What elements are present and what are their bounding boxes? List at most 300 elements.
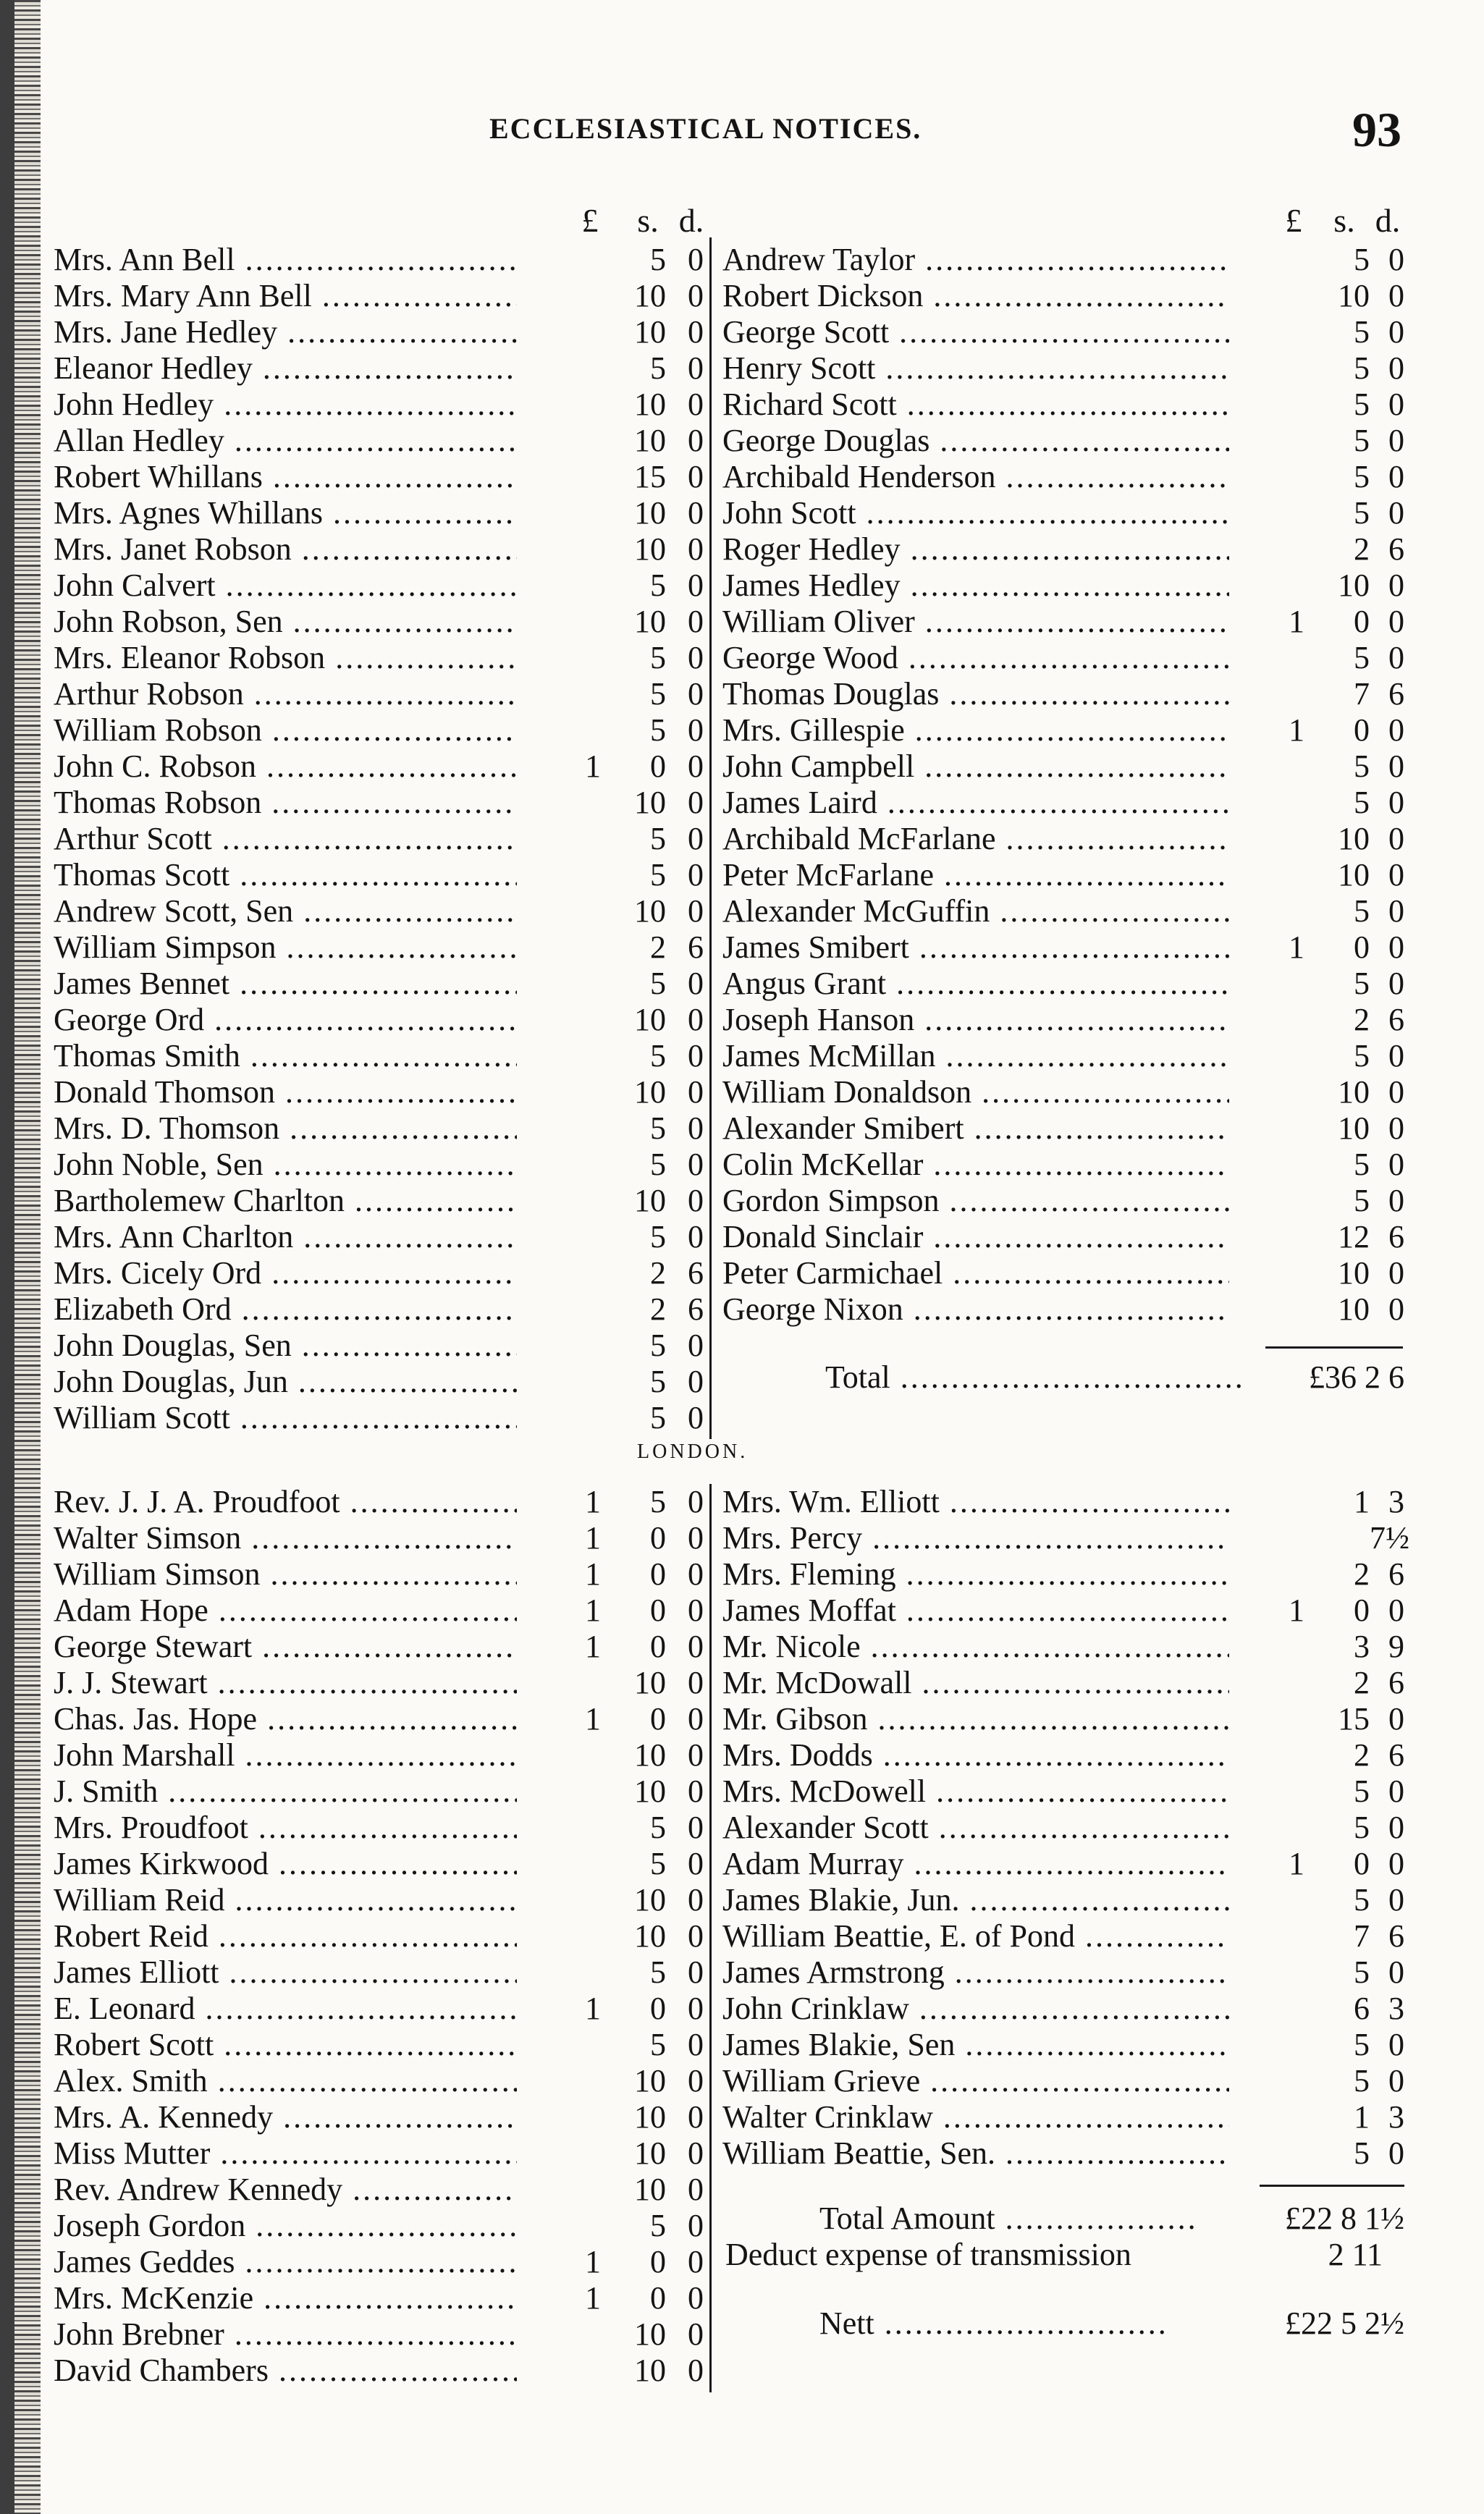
amount-shillings: 0 xyxy=(650,2244,666,2279)
subscriber-name: William Beattie, Sen. ..... xyxy=(722,2135,1229,2172)
amount-shillings: 10 xyxy=(1338,1110,1370,1146)
subscriber-row xyxy=(718,748,1404,785)
subscriber-row xyxy=(718,568,1404,604)
subscriber-row xyxy=(43,1074,704,1110)
subscriber-name: James Laird ..... xyxy=(722,785,1229,821)
amount-shillings: 15 xyxy=(1338,1701,1370,1737)
subscriber-row xyxy=(43,1846,704,1882)
amount-shillings: 5 xyxy=(650,1846,666,1881)
amount-pence: 0 xyxy=(688,1954,704,1990)
amount-pence: 0 xyxy=(688,1364,704,1399)
subscriber-row xyxy=(43,1002,704,1038)
total-amount-label: Total Amount ..... xyxy=(819,2201,1196,2237)
subscriber-name: Mrs. Ann Bell ..... xyxy=(54,242,517,278)
amount-pence: 0 xyxy=(688,2135,704,2171)
subscriber-row xyxy=(43,1556,704,1593)
subscriber-name: Mrs. McDowell ..... xyxy=(722,1773,1229,1810)
amount-pounds: 1 xyxy=(1289,929,1304,965)
amount-pence: 0 xyxy=(1388,1074,1404,1110)
subscriber-name: Donald Sinclair ..... xyxy=(722,1219,1229,1255)
subscriber-name: Chas. Jas. Hope ..... xyxy=(54,1701,517,1737)
subscriber-row xyxy=(718,2027,1404,2063)
amount-shillings: 5 xyxy=(1354,640,1370,675)
subscriber-name: William Robson ..... xyxy=(54,712,517,748)
subscriber-row xyxy=(718,1255,1404,1291)
amount-pence: 0 xyxy=(688,1147,704,1182)
amount-pence: 0 xyxy=(1388,1773,1404,1809)
subscriber-name: George Nixon ..... xyxy=(722,1291,1229,1328)
subscriber-name: George Stewart ..... xyxy=(54,1629,517,1665)
subscriber-row xyxy=(718,1701,1404,1737)
amount-shillings: 10 xyxy=(634,1773,666,1809)
subscriber-row xyxy=(43,1954,704,1991)
subscriber-row xyxy=(718,929,1404,966)
subscriber-name: George Douglas ..... xyxy=(722,423,1229,459)
amount-pence: 0 xyxy=(688,966,704,1001)
subscriber-name: Rev. Andrew Kennedy ..... xyxy=(54,2172,517,2208)
amount-pence: 0 xyxy=(688,1002,704,1037)
subscriber-name: Robert Dickson ..... xyxy=(722,278,1229,314)
amount-shillings: 5 xyxy=(1354,350,1370,386)
amount-pence: 0 xyxy=(688,712,704,748)
subscriber-name: Archibald McFarlane ..... xyxy=(722,821,1229,857)
subscriber-name: Mrs. Gillespie ..... xyxy=(722,712,1229,748)
amount-shillings: 5 xyxy=(1354,387,1370,422)
subscriber-name: James Blakie, Jun. ..... xyxy=(722,1882,1229,1918)
amount-pence: 0 xyxy=(688,1074,704,1110)
amount-shillings: 5 xyxy=(650,2208,666,2243)
amount-shillings: 5 xyxy=(1354,2027,1370,2062)
amount-pounds: 1 xyxy=(585,1593,601,1628)
amount-shillings: 5 xyxy=(1354,1183,1370,1218)
subscriber-row xyxy=(43,966,704,1002)
amount-pence: 6 xyxy=(1388,676,1404,712)
pence-header: d. xyxy=(1375,202,1401,239)
amount-pence: 0 xyxy=(688,1701,704,1737)
subscriber-name: Roger Hedley ..... xyxy=(722,531,1229,568)
amount-pence: 0 xyxy=(688,1665,704,1700)
amount-pence: 3 xyxy=(1388,2099,1404,2135)
subscriber-name: Henry Scott ..... xyxy=(722,350,1229,387)
subscriber-name: Thomas Scott ..... xyxy=(54,857,517,893)
subscriber-row xyxy=(43,1701,704,1737)
subscriber-row xyxy=(43,1183,704,1219)
amount-pence: 0 xyxy=(688,1773,704,1809)
amount-pence: 0 xyxy=(688,1038,704,1073)
amount-pence: 3 xyxy=(1388,1991,1404,2026)
subscriber-name: Peter McFarlane ..... xyxy=(722,857,1229,893)
subscriber-row xyxy=(43,387,704,423)
subscriber-row xyxy=(43,785,704,821)
amount-shillings: 0 xyxy=(650,1701,666,1737)
subscriber-name: Arthur Scott ..... xyxy=(54,821,517,857)
subscriber-row xyxy=(718,1737,1404,1773)
amount-shillings: 10 xyxy=(634,495,666,531)
amount-pence: 6 xyxy=(688,1291,704,1327)
amount-pence: 6 xyxy=(1388,1002,1404,1037)
subscriber-name: Mr. McDowall ..... xyxy=(722,1665,1229,1701)
amount-shillings: 5 xyxy=(1354,495,1370,531)
subscriber-row xyxy=(718,966,1404,1002)
subscriber-name: Colin McKellar ..... xyxy=(722,1147,1229,1183)
amount-shillings: 10 xyxy=(1338,568,1370,603)
amount-pounds: 1 xyxy=(585,2280,601,2316)
amount-pence: 6 xyxy=(688,1255,704,1291)
amount-pence: 0 xyxy=(1388,604,1404,639)
subscriber-name: John Noble, Sen ..... xyxy=(54,1147,517,1183)
subscriber-row xyxy=(43,1291,704,1328)
amount-pence: 0 xyxy=(1388,857,1404,893)
subscriber-row xyxy=(718,1918,1404,1954)
subscriber-name: Joseph Gordon ..... xyxy=(54,2208,517,2244)
amount-pence: 0 xyxy=(688,1328,704,1363)
amount-shillings: 5 xyxy=(650,1328,666,1363)
subscriber-row xyxy=(718,1074,1404,1110)
subscriber-row xyxy=(43,2280,704,2316)
amount-pence: 0 xyxy=(1388,2063,1404,2098)
subscriber-name: James McMillan ..... xyxy=(722,1038,1229,1074)
amount-shillings: 10 xyxy=(634,785,666,820)
subscriber-row xyxy=(718,314,1404,350)
amount-pence: 0 xyxy=(1388,1110,1404,1146)
nett-label: Nett ..... xyxy=(819,2306,1167,2342)
subscriber-row xyxy=(718,1810,1404,1846)
amount-pence: 0 xyxy=(688,640,704,675)
subscriber-row xyxy=(43,2244,704,2280)
amount-pence: 0 xyxy=(1388,1810,1404,1845)
amount-shillings: 0 xyxy=(650,1991,666,2026)
amount-pence: 6 xyxy=(688,929,704,965)
amount-pence: 0 xyxy=(1388,785,1404,820)
subscriber-row xyxy=(43,2063,704,2099)
deduct-amount: 2 11 xyxy=(1328,2237,1383,2272)
subscriber-name: Thomas Smith ..... xyxy=(54,1038,517,1074)
subscriber-name: William Scott ..... xyxy=(54,1400,517,1436)
amount-pence: 0 xyxy=(688,459,704,494)
subscriber-row xyxy=(43,1882,704,1918)
subscriber-name: Mrs. A. Kennedy ..... xyxy=(54,2099,517,2135)
subscriber-row xyxy=(43,423,704,459)
subscriber-name: William Grieve ..... xyxy=(722,2063,1229,2099)
subscriber-row xyxy=(43,1520,704,1556)
subscriber-name: David Chambers ..... xyxy=(54,2353,517,2389)
subscriber-name: James Hedley ..... xyxy=(722,568,1229,604)
subscriber-name: Allan Hedley ..... xyxy=(54,423,517,459)
subscriber-name: John Campbell ..... xyxy=(722,748,1229,785)
pounds-header: £ xyxy=(1285,202,1302,239)
subscriber-row xyxy=(43,1219,704,1255)
amount-shillings: 0 xyxy=(650,2280,666,2316)
subscriber-row xyxy=(43,2316,704,2353)
amount-shillings: 7 xyxy=(1354,676,1370,712)
amount-pence: 0 xyxy=(688,2027,704,2062)
subscriber-name: James Armstrong ..... xyxy=(722,1954,1229,1991)
subscriber-name: William Simson ..... xyxy=(54,1556,517,1593)
amount-shillings: 10 xyxy=(1338,1074,1370,1110)
subscriber-row xyxy=(718,1954,1404,1991)
subscriber-row xyxy=(718,278,1404,314)
subscriber-row xyxy=(43,1364,704,1400)
subscriber-name: Mrs. Ann Charlton ..... xyxy=(54,1219,517,1255)
amount-shillings: 5 xyxy=(650,1219,666,1254)
amount-pence: 0 xyxy=(688,2208,704,2243)
subscriber-row xyxy=(718,1110,1404,1147)
amount-shillings: 0 xyxy=(1354,1593,1370,1628)
amount-shillings: 2 xyxy=(650,1255,666,1291)
subscriber-name: Rev. J. J. A. Proudfoot ..... xyxy=(54,1484,517,1520)
amount-shillings: 12 xyxy=(1338,1219,1370,1254)
subscriber-name: John Brebner ..... xyxy=(54,2316,517,2353)
amount-shillings: 5 xyxy=(1354,748,1370,784)
amount-pence: 0 xyxy=(1388,278,1404,313)
subscriber-name: Alex. Smith ..... xyxy=(54,2063,517,2099)
amount-pence: 0 xyxy=(688,1629,704,1664)
subscriber-row xyxy=(43,350,704,387)
subscriber-row xyxy=(718,1038,1404,1074)
amount-shillings: 5 xyxy=(1354,2063,1370,2098)
amount-shillings: 6 xyxy=(1354,1991,1370,2026)
subscriber-row xyxy=(43,1255,704,1291)
subscriber-row xyxy=(43,2172,704,2208)
amount-pence: 0 xyxy=(688,278,704,313)
amount-shillings: 5 xyxy=(650,1484,666,1519)
amount-pence: 9 xyxy=(1388,1629,1404,1664)
subscriber-name: William Beattie, E. of Pond ..... xyxy=(722,1918,1229,1954)
amount-pounds: 1 xyxy=(585,1520,601,1556)
amount-shillings: 5 xyxy=(1354,893,1370,929)
subscriber-row xyxy=(718,1520,1409,1556)
subscriber-name: Alexander Smibert ..... xyxy=(722,1110,1229,1147)
subscriber-row xyxy=(718,1002,1404,1038)
amount-shillings: 10 xyxy=(634,1002,666,1037)
amount-shillings: 5 xyxy=(1354,314,1370,350)
subscriber-name: George Scott ..... xyxy=(722,314,1229,350)
amount-shillings: 7 xyxy=(1354,1918,1370,1954)
amount-pence: 0 xyxy=(1388,1954,1404,1990)
subscriber-name: Mr. Gibson ..... xyxy=(722,1701,1229,1737)
amount-pence: 6 xyxy=(1388,1918,1404,1954)
subscriber-row xyxy=(718,242,1404,278)
subscriber-name: James Kirkwood ..... xyxy=(54,1846,517,1882)
amount-shillings: 10 xyxy=(634,604,666,639)
amount-shillings: 10 xyxy=(1338,821,1370,856)
amount-pence: 0 xyxy=(688,1810,704,1845)
amount-shillings: 10 xyxy=(634,2172,666,2207)
subscriber-name: John Calvert ..... xyxy=(54,568,517,604)
subscriber-row xyxy=(43,2099,704,2135)
pence-header: d. xyxy=(678,202,704,239)
subscriber-name: Robert Whillans ..... xyxy=(54,459,517,495)
amount-shillings: 10 xyxy=(634,893,666,929)
amount-pence: 0 xyxy=(1388,1038,1404,1073)
subscriber-name: William Reid ..... xyxy=(54,1882,517,1918)
subscriber-row xyxy=(718,893,1404,929)
amount-pence: 0 xyxy=(1388,1593,1404,1628)
amount-shillings: 3 xyxy=(1354,1629,1370,1664)
amount-shillings: 0 xyxy=(1354,712,1370,748)
amount-pence: 0 xyxy=(688,1593,704,1628)
left-rows xyxy=(43,1484,704,2389)
subscriber-row xyxy=(43,495,704,531)
subscriber-row xyxy=(718,2063,1404,2099)
amount-pence: 0 xyxy=(688,387,704,422)
subscriber-name: William Donaldson ..... xyxy=(722,1074,1229,1110)
subscriber-row xyxy=(43,1991,704,2027)
amount-shillings: 5 xyxy=(1354,1810,1370,1845)
subscriber-row xyxy=(43,712,704,748)
amount-shillings: 2 xyxy=(1354,1002,1370,1037)
amount-pence: 0 xyxy=(688,785,704,820)
subscriber-row xyxy=(718,2135,1404,2172)
right-column xyxy=(718,1484,1409,2172)
right-rows xyxy=(718,242,1404,1328)
amount-pence: 6 xyxy=(1388,1737,1404,1773)
subscriber-name: Elizabeth Ord ..... xyxy=(54,1291,517,1328)
amount-pence: 0 xyxy=(1388,966,1404,1001)
amount-shillings: 5 xyxy=(650,568,666,603)
amount-pence: 0 xyxy=(1388,821,1404,856)
amount-pence: 0 xyxy=(688,1110,704,1146)
subscriber-row xyxy=(43,1593,704,1629)
amount-pence: 0 xyxy=(1388,893,1404,929)
amount-pence: 0 xyxy=(688,1882,704,1918)
total-rule xyxy=(1260,2185,1404,2187)
amount-pence: 0 xyxy=(688,2353,704,2388)
amount-shillings: 5 xyxy=(650,350,666,386)
subscriber-name: William Simpson ..... xyxy=(54,929,517,966)
amount-shillings: 2 xyxy=(1354,1556,1370,1592)
subscriber-row xyxy=(43,857,704,893)
subscriber-name: John Crinklaw ..... xyxy=(722,1991,1229,2027)
amount-pence: 6 xyxy=(1388,531,1404,567)
amount-shillings: 10 xyxy=(634,1882,666,1918)
subscriber-name: James Blakie, Sen ..... xyxy=(722,2027,1229,2063)
amount-pence: 0 xyxy=(1388,242,1404,277)
currency-header-left xyxy=(43,201,704,242)
amount-shillings: 5 xyxy=(1354,1954,1370,1990)
amount-pence: 0 xyxy=(688,2063,704,2098)
amount-shillings: 10 xyxy=(634,2316,666,2352)
subscriber-row xyxy=(718,857,1404,893)
subscriber-row xyxy=(718,1593,1404,1629)
amount-shillings: 2 xyxy=(650,1291,666,1327)
amount-pence: 0 xyxy=(1388,929,1404,965)
amount-pence: 6 xyxy=(1388,1556,1404,1592)
subscriber-row xyxy=(718,785,1404,821)
subscriber-row xyxy=(43,2027,704,2063)
amount-pence: 0 xyxy=(1388,1701,1404,1737)
subscriber-row xyxy=(718,1665,1404,1701)
amount-shillings: 5 xyxy=(650,2027,666,2062)
subscriber-row xyxy=(718,1991,1404,2027)
shillings-header: s. xyxy=(637,202,659,239)
amount-shillings: 10 xyxy=(634,278,666,313)
subscriber-name: Mrs. Agnes Whillans ..... xyxy=(54,495,517,531)
amount-pence: 0 xyxy=(1388,2027,1404,2062)
amount-shillings: 5 xyxy=(1354,785,1370,820)
amount-shillings: 2 xyxy=(1354,1665,1370,1700)
amount-pounds: 1 xyxy=(585,1629,601,1664)
subscriber-row xyxy=(43,1484,704,1520)
subscriber-row xyxy=(43,1918,704,1954)
left-rows xyxy=(43,242,704,1436)
subscriber-name: Archibald Henderson ..... xyxy=(722,459,1229,495)
amount-shillings: 2 xyxy=(1354,1737,1370,1773)
amount-shillings: 10 xyxy=(634,1918,666,1954)
subscriber-row xyxy=(718,1846,1404,1882)
subscriber-name: Donald Thomson ..... xyxy=(54,1074,517,1110)
amount-pounds: 1 xyxy=(585,1701,601,1737)
amount-shillings: 5 xyxy=(1354,966,1370,1001)
subscriber-name: James Smibert ..... xyxy=(722,929,1229,966)
column-divider xyxy=(709,237,712,1439)
amount-pence: 0 xyxy=(688,1737,704,1773)
amount-pence: 0 xyxy=(1388,1183,1404,1218)
amount-pence: 0 xyxy=(688,1991,704,2026)
amount-shillings: 5 xyxy=(650,1954,666,1990)
amount-pence: 0 xyxy=(688,893,704,929)
subscriber-row xyxy=(718,640,1404,676)
left-column xyxy=(43,1484,704,2389)
subscriber-name: Alexander McGuffin ..... xyxy=(722,893,1229,929)
subscriber-row xyxy=(718,423,1404,459)
subscriber-name: Bartholemew Charlton ..... xyxy=(54,1183,517,1219)
amount-shillings: 0 xyxy=(650,1556,666,1592)
subscriber-name: Gordon Simpson ..... xyxy=(722,1183,1229,1219)
amount-shillings: 5 xyxy=(650,1110,666,1146)
subscriber-name: Mrs. Jane Hedley ..... xyxy=(54,314,517,350)
page-binding-edge xyxy=(0,0,41,2514)
amount-pence: 0 xyxy=(688,857,704,893)
amount-pence: 0 xyxy=(688,568,704,603)
amount-pence: 0 xyxy=(688,2244,704,2279)
amount-pence: 0 xyxy=(688,2316,704,2352)
amount-pence: 0 xyxy=(688,242,704,277)
subscriber-row xyxy=(718,1183,1404,1219)
subscriber-row xyxy=(718,1773,1404,1810)
left-column xyxy=(43,201,704,1436)
subscriber-row xyxy=(43,1110,704,1147)
amount-pence: 7½ xyxy=(1370,1520,1409,1556)
currency-header-right xyxy=(718,201,1404,242)
amount-shillings: 10 xyxy=(634,2135,666,2171)
amount-shillings: 0 xyxy=(650,1629,666,1664)
deduct-label: Deduct expense of transmission xyxy=(725,2237,1131,2272)
amount-pence: 0 xyxy=(1388,640,1404,675)
subscriber-row xyxy=(43,278,704,314)
subscriber-row xyxy=(43,1629,704,1665)
subscriber-row xyxy=(43,1147,704,1183)
subscriber-name: George Wood ..... xyxy=(722,640,1229,676)
subscriber-row xyxy=(718,495,1404,531)
subscriber-name: William Oliver ..... xyxy=(722,604,1229,640)
subscriber-name: George Ord ..... xyxy=(54,1002,517,1038)
amount-pence: 0 xyxy=(1388,1846,1404,1881)
amount-shillings: 2 xyxy=(1354,531,1370,567)
subscriber-row xyxy=(43,676,704,712)
amount-shillings: 5 xyxy=(650,1147,666,1182)
amount-shillings: 5 xyxy=(650,1364,666,1399)
subscriber-row xyxy=(43,2353,704,2389)
subscriber-name: Mrs. Cicely Ord ..... xyxy=(54,1255,517,1291)
subscriber-row xyxy=(43,2208,704,2244)
amount-shillings: 5 xyxy=(650,242,666,277)
amount-pence: 0 xyxy=(688,1846,704,1881)
amount-shillings: 5 xyxy=(650,1810,666,1845)
amount-shillings: 10 xyxy=(634,314,666,350)
amount-pence: 0 xyxy=(688,748,704,784)
amount-shillings: 10 xyxy=(1338,1255,1370,1291)
